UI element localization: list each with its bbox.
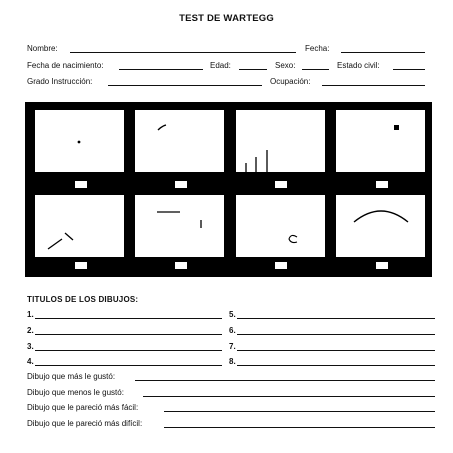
title-number-3: 3. xyxy=(27,342,34,351)
estado-civil-label: Estado civil: xyxy=(337,61,380,70)
stimulus-diagonal-short xyxy=(65,233,73,240)
menos-gusto-label: Dibujo que menos le gustó: xyxy=(27,388,124,397)
title-field-1[interactable] xyxy=(35,318,222,319)
nombre-field[interactable] xyxy=(70,52,296,53)
stimulus-marks xyxy=(25,102,432,277)
title-number-5: 5. xyxy=(229,310,236,319)
sexo-label: Sexo: xyxy=(275,61,296,70)
stimulus-curve xyxy=(158,125,166,130)
stimulus-square xyxy=(394,125,399,130)
title-field-5[interactable] xyxy=(237,318,435,319)
grado-instruccion-label: Grado Instrucción: xyxy=(27,77,93,86)
title-number-8: 8. xyxy=(229,357,236,366)
title-field-7[interactable] xyxy=(237,350,435,351)
stimulus-diagonal-long xyxy=(48,239,62,249)
title-field-2[interactable] xyxy=(35,334,222,335)
title-number-4: 4. xyxy=(27,357,34,366)
fecha-label: Fecha: xyxy=(305,44,330,53)
menos-gusto-field[interactable] xyxy=(143,396,435,397)
mas-dificil-label: Dibujo que le pareció más difícil: xyxy=(27,419,143,428)
title-number-7: 7. xyxy=(229,342,236,351)
ocupacion-field[interactable] xyxy=(322,85,425,86)
stimulus-curl xyxy=(289,235,297,242)
fecha-nacimiento-label: Fecha de nacimiento: xyxy=(27,61,104,70)
mas-facil-field[interactable] xyxy=(164,411,435,412)
fecha-field[interactable] xyxy=(341,52,425,53)
stimulus-arc xyxy=(354,211,408,222)
mas-facil-label: Dibujo que le pareció más fácil: xyxy=(27,403,139,412)
title-number-6: 6. xyxy=(229,326,236,335)
estado-civil-field[interactable] xyxy=(393,69,425,70)
wartegg-grid xyxy=(25,102,432,277)
title-field-4[interactable] xyxy=(35,365,222,366)
title-field-3[interactable] xyxy=(35,350,222,351)
fecha-nacimiento-field[interactable] xyxy=(119,69,203,70)
edad-label: Edad: xyxy=(210,61,231,70)
stimulus-dot xyxy=(78,141,81,144)
sexo-field[interactable] xyxy=(302,69,329,70)
mas-gusto-label: Dibujo que más le gustó: xyxy=(27,372,116,381)
page-title: TEST DE WARTEGG xyxy=(179,13,274,24)
title-field-8[interactable] xyxy=(237,365,435,366)
nombre-label: Nombre: xyxy=(27,44,58,53)
mas-gusto-field[interactable] xyxy=(135,380,435,381)
ocupacion-label: Ocupación: xyxy=(270,77,311,86)
title-number-2: 2. xyxy=(27,326,34,335)
mas-dificil-field[interactable] xyxy=(164,427,435,428)
titles-heading: TITULOS DE LOS DIBUJOS: xyxy=(27,295,139,304)
title-field-6[interactable] xyxy=(237,334,435,335)
edad-field[interactable] xyxy=(239,69,267,70)
grado-instruccion-field[interactable] xyxy=(108,85,262,86)
title-number-1: 1. xyxy=(27,310,34,319)
